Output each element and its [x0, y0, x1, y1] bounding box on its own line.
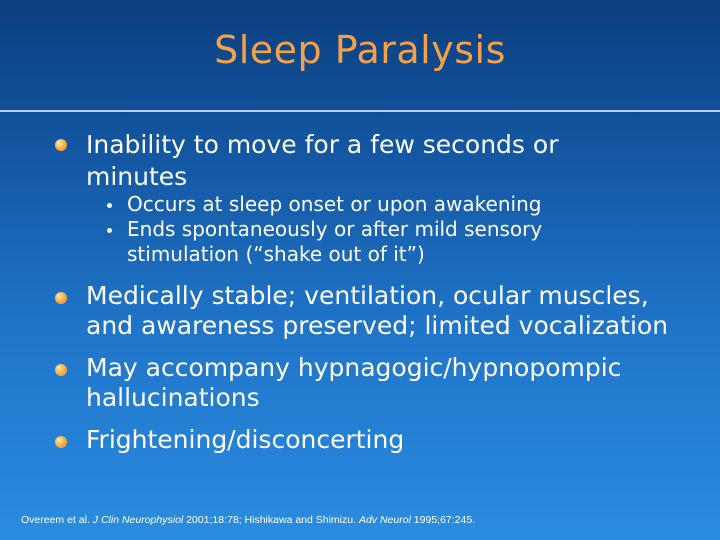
bullet-2-line-2: and awareness preserved; limited vocalization: [86, 311, 669, 340]
sub-bullet-icon: [107, 203, 112, 208]
slide-title: Sleep Paralysis: [214, 28, 506, 72]
bullet-icon: [55, 364, 67, 376]
sub-bullet-2-line-2: stimulation (“shake out of it”): [127, 242, 425, 266]
bullet-1-line-2: minutes: [86, 162, 188, 191]
sub-bullet-1-line-1: Occurs at sleep onset or upon awakening: [127, 192, 542, 216]
bullet-icon: [55, 139, 67, 151]
reference-journal-2: Adv Neurol: [358, 514, 411, 526]
sub-bullet-2-line-1: Ends spontaneously or after mild sensory: [127, 217, 543, 241]
reference-cite-2: 1995;67:245.: [410, 514, 476, 526]
reference-citation: [21, 514, 711, 526]
bullet-icon: [55, 436, 67, 448]
bullet-1-line-1: Inability to move for a few seconds or: [86, 130, 559, 159]
sub-bullet-icon: [107, 228, 112, 233]
reference-cite-1: 2001;18:78; Hishikawa and Shimizu.: [183, 514, 359, 526]
bullet-4-line-1: Frightening/disconcerting: [86, 425, 405, 454]
bullet-3-line-1: May accompany hypnagogic/hypnopompic: [86, 353, 622, 382]
reference-authors-1: Overeem et al.: [21, 514, 93, 526]
bullet-3-line-2: hallucinations: [86, 383, 260, 412]
bullet-2-line-1: Medically stable; ventilation, ocular muscles,: [86, 281, 649, 310]
reference-journal-1: J Clin Neurophysiol: [92, 514, 184, 526]
bullet-icon: [55, 292, 67, 304]
